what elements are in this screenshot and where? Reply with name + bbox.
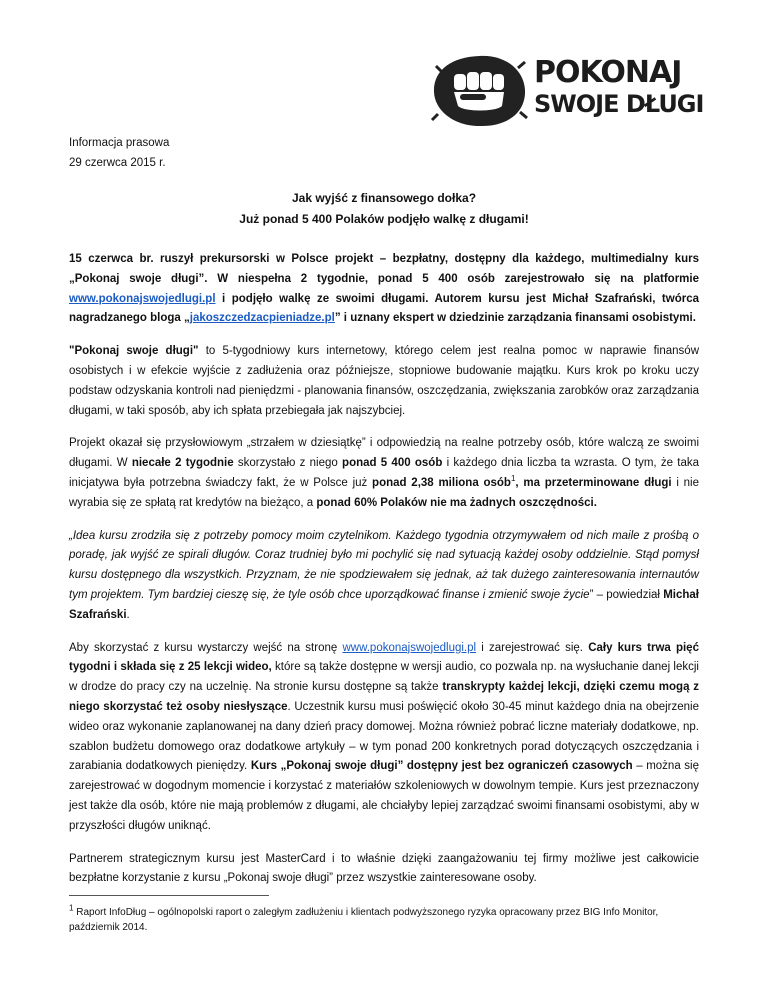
p3-text-2: skorzystało z niego [233, 457, 343, 470]
lead-text-1: 15 czerwca br. ruszył prekursorski w Polsce projekt – bezpłatny, dostępny dla każdego, multimedialny kurs „Pokonaj swoje długi”. W niespełna 2 tygodnie, ponad 5 400 osób zarejestrowało się na platformie [69, 253, 699, 285]
document-body [69, 250, 699, 902]
course-name-bold: "Pokonaj swoje długi" [69, 345, 199, 358]
p5-text-4: . Uczestnik kursu musi poświęcić około 30-45 minut każdego dnia na obejrzenie wideo oraz wykonanie zaplanowanej na dany dzień pracy domowej. Można również pobrać liczne materiały dodatkowe, np. szablon budżetu domowego oraz dodatkowe artykuły – w tym ponad 200 konkretnych porad dotyczących oszczędzania i zarabiania dodatkowych pieniędzy. [69, 700, 699, 773]
footnote-text: Raport InfoDług – ogólnopolski raport o zaległym zadłużeniu i klientach podwyższonego ryzyka opracowany przez BIG Info Monitor, październik 2014. [69, 907, 659, 933]
p5-text-1: Aby skorzystać z kursu wystarczy wejść na stronę [69, 641, 343, 654]
p5-text-2: i zarejestrować się. [476, 641, 589, 654]
paragraph-course-description [69, 342, 699, 421]
logo-line-2: SWOJE DŁUGI [534, 90, 704, 118]
course-site-link[interactable]: www.pokonajswojedlugi.pl [69, 292, 216, 305]
brand-logo [430, 52, 720, 128]
footnote-divider [69, 895, 269, 896]
course-site-link-2[interactable]: www.pokonajswojedlugi.pl [342, 641, 477, 654]
footnote-ref[interactable]: 1 [510, 474, 516, 484]
press-label: Informacja prasowa [69, 137, 170, 149]
title-line-1: Jak wyjść z finansowego dołka? [291, 191, 477, 205]
p5-text-3: które są także dostępne w wersji audio, co pozwala np. na wysłuchanie danej lekcji w drodze do pracy czy na uczelnię. Na stronie kursu dostępne są także [69, 661, 699, 694]
p3-text-1: Projekt okazał się przysłowiowym „strzałem w dziesiątkę” i odpowiedzią na realne potrzeby osób, które walczą ze swoimi długami. W [69, 437, 699, 470]
p3-bold-5: ponad 60% Polaków nie ma żadnych oszczędności. [316, 496, 597, 509]
p3-text-3: i każdego dnia liczba ta wzrasta. O tym, że taka inicjatywa była potrzebna świadczy fakt, że w Polsce już [69, 457, 699, 489]
paragraph-how-to-join [69, 639, 699, 837]
footnote-number: 1 [69, 903, 74, 913]
p3-bold-4: , ma przeterminowane długi [515, 476, 672, 489]
p5-bold-1: Cały kurs trwa pięć tygodni i składa się z 25 lekcji wideo, [69, 641, 699, 674]
p3-bold-1: niecałe 2 tygodnie [131, 457, 234, 470]
p4-text-1: ” – powiedział [589, 588, 664, 601]
p5-bold-2: transkrypty każdej lekcji, dzięki czemu mogą z niego skorzystać też osoby niesłyszące [69, 681, 699, 713]
author-quote: „Idea kursu zrodziła się z potrzeby pomocy moim czytelnikom. Każdego tygodnia otrzymywałem od nich maile z prośbą o poradę, jak wyjść ze spirali długów. Coraz trudniej było mi pochylić się nad sytuacją każdej osoby oddzielnie. Stąd pomysł kursu dostępnego dla wszystkich. Przyznam, że nie spodziewałem się jednak, aż tak dużego zainteresowania internautów tym projektem. Tym bardziej cieszę się, że tyle osób chce uporządkować finanse i zmienić swoje życie [69, 529, 699, 601]
p6-text: Partnerem strategicznym kursu jest MasterCard i to właśnie dzięki zaangażowaniu tej firmy możliwe jest całkowicie bezpłatne korzystanie z kursu „Pokonaj swoje długi” przez wszystkie zainteresowane osoby. [69, 852, 699, 885]
blog-link[interactable]: jakoszczedzacpieniadze.pl [189, 312, 335, 325]
p4-text-2: . [126, 608, 130, 621]
paragraph-partner [69, 850, 699, 890]
lead-paragraph [69, 250, 699, 329]
p3-bold-2: ponad 5 400 osób [342, 457, 443, 470]
p2-text: to 5-tygodniowy kurs internetowy, którego celem jest realna pomoc w naprawie finansów osobistych i w efekcie wyjście z zadłużenia oraz późniejsze, stopniowe budowanie majątku. Kurs krok po kroku uczy podstaw odzyskania kontroli nad pieniędzmi - planowania finansów, oszczędzania, zwiększania zarobków oraz zarządzania długami, w taki sposób, aby ich spłata przebiegała jak najszybciej. [69, 345, 699, 417]
p5-text-5: – można się zarejestrować w dogodnym momencie i korzystać z materiałów szkoleniowych w dowolnym tempie. Kurs jest przeznaczony jest także dla osób, które nie mają problemów z długami, ale chciałyby lepiej zarządzać swoimi finansami osobistymi, aby w przyszłości długów uniknąć. [69, 760, 699, 832]
logo-wordmark [534, 55, 704, 118]
press-date: 29 czerwca 2015 r. [69, 157, 166, 169]
paragraph-statistics [69, 434, 699, 513]
document-title [0, 188, 768, 230]
paragraph-quote [69, 527, 699, 626]
author-name: Michał Szafrański [69, 588, 699, 621]
press-meta [69, 133, 169, 173]
title-line-2: Już ponad 5 400 Polaków podjęło walkę z długami! [239, 212, 529, 226]
p3-text-4: i nie wyrabia się ze spłatą rat kredytów na bieżąco, a [69, 476, 699, 509]
footnote [69, 905, 699, 935]
p5-bold-3: Kurs „Pokonaj swoje długi” dostępny jest bez ograniczeń czasowych [250, 760, 633, 773]
lead-text-2: i podjęło walkę ze swoimi długami. Autorem kursu jest Michał Szafrański, twórca nagradzanego bloga „ [69, 292, 699, 325]
lead-text-3: ” i uznany ekspert w dziedzinie zarządzania finansami osobistymi. [334, 312, 696, 325]
fist-icon [430, 52, 528, 128]
p3-bold-3: ponad 2,38 miliona osób [372, 476, 511, 489]
logo-line-1: POKONAJ [534, 55, 682, 90]
